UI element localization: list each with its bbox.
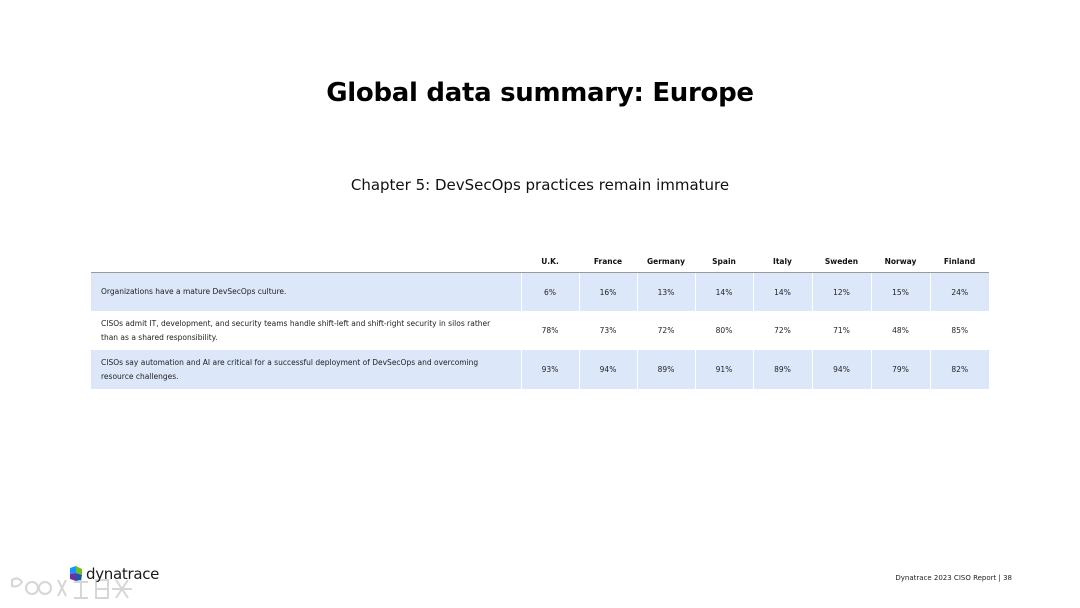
- cell-spain: 91%: [695, 350, 753, 389]
- cell-spain: 14%: [695, 273, 753, 312]
- table-header-row: [91, 251, 989, 273]
- cell-italy: 14%: [753, 273, 812, 312]
- dynatrace-logo-icon: [68, 566, 84, 582]
- table-row: [91, 311, 989, 350]
- cell-norway: 15%: [871, 273, 930, 312]
- cell-france: 94%: [579, 350, 637, 389]
- header-germany: Germany: [637, 251, 695, 273]
- cell-germany: 89%: [637, 350, 695, 389]
- cell-uk: 6%: [521, 273, 579, 312]
- cell-france: 73%: [579, 311, 637, 350]
- cell-uk: 93%: [521, 350, 579, 389]
- cell-germany: 72%: [637, 311, 695, 350]
- cell-finland: 85%: [930, 311, 989, 350]
- cell-norway: 48%: [871, 311, 930, 350]
- header-sweden: Sweden: [812, 251, 871, 273]
- dynatrace-logo: [68, 564, 159, 584]
- header-france: France: [579, 251, 637, 273]
- cell-finland: 24%: [930, 273, 989, 312]
- table-row: [91, 273, 989, 312]
- row-statement: CISOs admit IT, development, and security teams handle shift-left and shift-right security in silos rather than as a shared responsibility.: [101, 318, 491, 342]
- row-statement: CISOs say automation and AI are critical for a successful deployment of DevSecOps and overcoming resource challenges.: [91, 350, 521, 389]
- logo-wordmark: dynatrace: [86, 565, 160, 583]
- cell-spain: 80%: [695, 311, 753, 350]
- header-statement: [91, 251, 521, 273]
- cell-sweden: 12%: [812, 273, 871, 312]
- europe-data-table: [91, 251, 989, 389]
- header-spain: Spain: [695, 251, 753, 273]
- cell-italy: 72%: [753, 311, 812, 350]
- cell-sweden: 71%: [812, 311, 871, 350]
- data-table-container: [91, 251, 989, 389]
- table-row: [91, 350, 989, 389]
- cell-norway: 79%: [871, 350, 930, 389]
- cell-germany: 13%: [637, 273, 695, 312]
- page-title: Global data summary: Europe: [326, 78, 754, 108]
- cell-sweden: 94%: [812, 350, 871, 389]
- cell-france: 16%: [579, 273, 637, 312]
- cell-italy: 89%: [753, 350, 812, 389]
- chapter-subtitle: Chapter 5: DevSecOps practices remain immature: [350, 176, 730, 194]
- cell-uk: 78%: [521, 311, 579, 350]
- cell-finland: 82%: [930, 350, 989, 389]
- header-italy: Italy: [753, 251, 812, 273]
- header-norway: Norway: [871, 251, 930, 273]
- row-statement: Organizations have a mature DevSecOps culture.: [91, 273, 521, 312]
- header-finland: Finland: [930, 251, 989, 273]
- footer-page-label: Dynatrace 2023 CISO Report | 38: [895, 574, 1012, 582]
- header-uk: U.K.: [521, 251, 579, 273]
